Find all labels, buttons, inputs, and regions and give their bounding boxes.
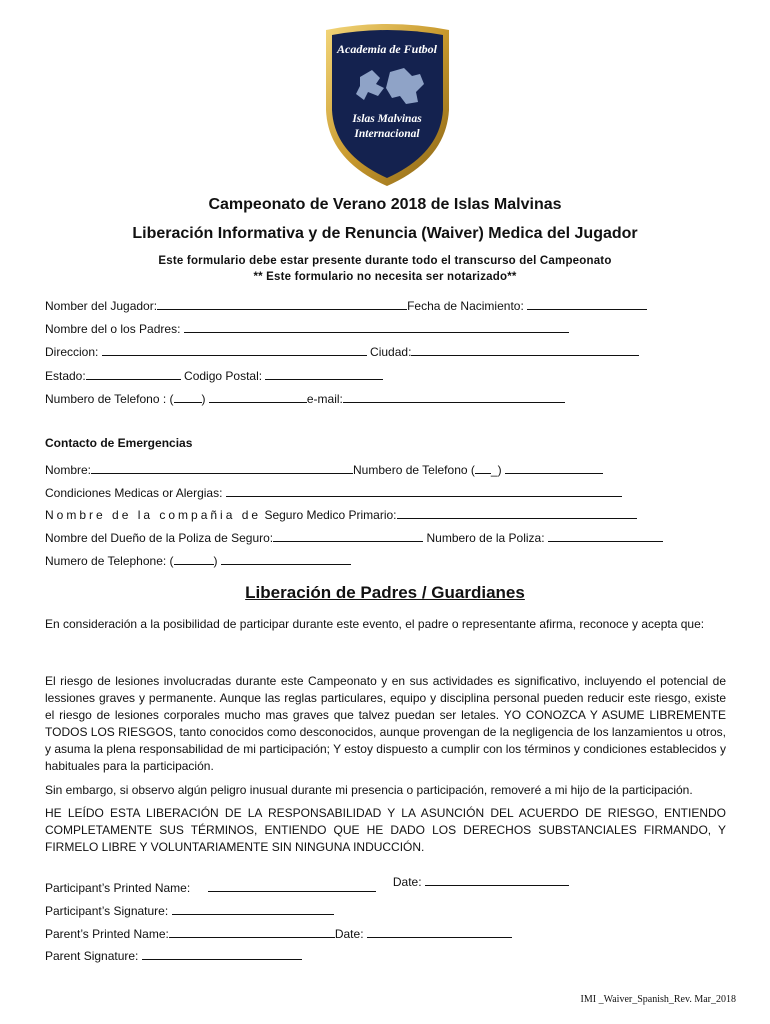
city-label: Ciudad:: [370, 345, 412, 359]
player-name-row: [45, 297, 647, 313]
parent-signature-label: Parent Signature:: [45, 949, 139, 963]
zip-field[interactable]: [265, 367, 383, 380]
emergency-phone-mid: _: [490, 463, 498, 477]
email-field[interactable]: [343, 390, 565, 403]
form-note: Este formulario debe estar presente durante todo el transcurso del Campeonato: [158, 255, 612, 267]
participant-signature-label: Participant’s Signature:: [45, 904, 169, 918]
policy-owner-field[interactable]: [273, 529, 423, 542]
release-heading: Liberación de Padres / Guardianes: [245, 583, 525, 602]
insurance-company-field[interactable]: [397, 506, 637, 519]
state-label: Estado:: [45, 369, 86, 383]
participant-signature-row: [45, 902, 334, 918]
logo-line2: Islas Malvinas: [352, 113, 422, 125]
parent-date-field[interactable]: [367, 925, 512, 938]
dob-field[interactable]: [527, 297, 647, 310]
participant-name-label: Participant’s Printed Name:: [45, 881, 191, 895]
state-row: [45, 367, 383, 383]
parents-label: Nombre del o los Padres:: [45, 322, 181, 336]
insurance-company-row: [45, 506, 637, 522]
parent-name-label: Parent’s Printed Name:: [45, 927, 169, 941]
phone-paren: ): [201, 392, 206, 406]
emergency-heading: Contacto de Emergencias: [45, 436, 193, 450]
player-name-field[interactable]: [157, 297, 407, 310]
participant-name-row: [45, 875, 569, 895]
logo-line1: Academia de Futbol: [337, 42, 437, 56]
parent-name-row: [45, 925, 512, 941]
telephone-field[interactable]: [221, 552, 351, 565]
parent-signature-field[interactable]: [142, 947, 302, 960]
telephone-area-field[interactable]: [174, 552, 214, 565]
phone-row: [45, 390, 565, 406]
page-title: Campeonato de Verano 2018 de Islas Malvinas: [208, 196, 562, 213]
player-name-label: Nomber del Jugador:: [45, 299, 158, 313]
dob-label: Fecha de Nacimiento:: [407, 299, 524, 313]
zip-label: Codigo Postal:: [184, 369, 263, 383]
phone-label: Numbero de Telefono : (: [45, 392, 174, 406]
city-field[interactable]: [411, 343, 639, 356]
release-intro: En consideración a la posibilidad de participar durante este evento, el padre o representante afirma, reconoce y acepta que:: [45, 617, 705, 631]
conditions-field[interactable]: [226, 484, 622, 497]
parents-row: [45, 320, 569, 336]
logo-line3: Internacional: [354, 128, 420, 140]
address-field[interactable]: [102, 343, 367, 356]
participant-signature-field[interactable]: [172, 902, 334, 915]
participant-date-field[interactable]: [425, 873, 569, 886]
policy-number-field[interactable]: [548, 529, 663, 542]
policy-owner-label: Nombre del Dueño de la Poliza de Seguro:: [45, 531, 274, 545]
telephone-label: Numero de Telephone: (: [45, 554, 174, 568]
telephone-paren: ): [213, 554, 218, 568]
parent-signature-row: [45, 947, 302, 963]
insurance-company-label: Seguro Medico Primario:: [264, 508, 397, 522]
academy-crest-logo: [320, 22, 455, 190]
parent-date-label: Date:: [334, 927, 364, 941]
emergency-phone-paren: ): [497, 463, 502, 477]
emergency-telephone-row: [45, 552, 351, 568]
insurance-company-prefix: Nombre de la compañia de: [45, 508, 262, 522]
policy-owner-row: [45, 529, 663, 545]
parent-name-field[interactable]: [169, 925, 335, 938]
emergency-name-label: Nombre:: [45, 463, 92, 477]
emergency-phone-label: Numbero de Telefono (: [353, 463, 475, 477]
document-footer: IMI _Waiver_Spanish_Rev. Mar_2018: [580, 994, 736, 1005]
emergency-phone-area-field[interactable]: [475, 461, 491, 474]
phone-field[interactable]: [209, 390, 307, 403]
participant-date-label: Date:: [392, 875, 422, 889]
notary-note: ** Este formulario no necesita ser notarizado**: [253, 271, 517, 283]
conditions-label: Condiciones Medicas or Alergias:: [45, 486, 223, 500]
address-row: [45, 343, 639, 359]
state-field[interactable]: [86, 367, 181, 380]
emergency-name-row: [45, 461, 603, 477]
release-danger-paragraph: Sin embargo, si observo algún peligro inusual durante mi presencia o participación, removeré a mi hijo de la participación.: [45, 783, 693, 797]
phone-area-field[interactable]: [174, 390, 202, 403]
emergency-phone-field[interactable]: [505, 461, 603, 474]
email-label: e-mail:: [306, 392, 343, 406]
form-subtitle: Liberación Informativa y de Renuncia (Waiver) Medica del Jugador: [132, 225, 638, 242]
release-acknowledgement: HE LEÍDO ESTA LIBERACIÓN DE LA RESPONSABILIDAD Y LA ASUNCIÓN DEL ACUERDO DE RIESGO, ENTIENDO COMPLETAMENTE SUS TÉRMINOS, ENTIENDO QUE HE DADO LOS DERECHOS SUBSTANCIALES FIRMANDO, Y FIRMELO LIBRE Y VOLUNTARIAMENTE SIN NINGUNA INDUCCIÓN.: [45, 806, 726, 854]
participant-name-field[interactable]: [208, 879, 376, 892]
release-risk-paragraph: El riesgo de lesiones involucradas durante este Campeonato y en sus actividades es significativo, incluyendo el potencial de lessiones graves y permanente. Aunque las reglas particulares, equipo y disciplina personal pueden reducir este riesgo, existe el riesgo de lesiones corporales mucho mas graves que talvez puedan ser letales. YO CONOZCA Y ASUME LIBREMENTE TODOS LOS RIESGOS, tanto conocidos como desconocidos, aunque provengan de la negligencia de los lanzamientos u otros, y asuma la plena responsabilidad de mi participación; Y estoy dispuesto a cumplir con los términos y condiciones establecidos y habituales para la participación.: [45, 674, 726, 773]
emergency-name-field[interactable]: [91, 461, 353, 474]
conditions-row: [45, 484, 622, 500]
policy-number-label: Numbero de la Poliza:: [426, 531, 545, 545]
address-label: Direccion:: [45, 345, 99, 359]
parents-field[interactable]: [184, 320, 569, 333]
